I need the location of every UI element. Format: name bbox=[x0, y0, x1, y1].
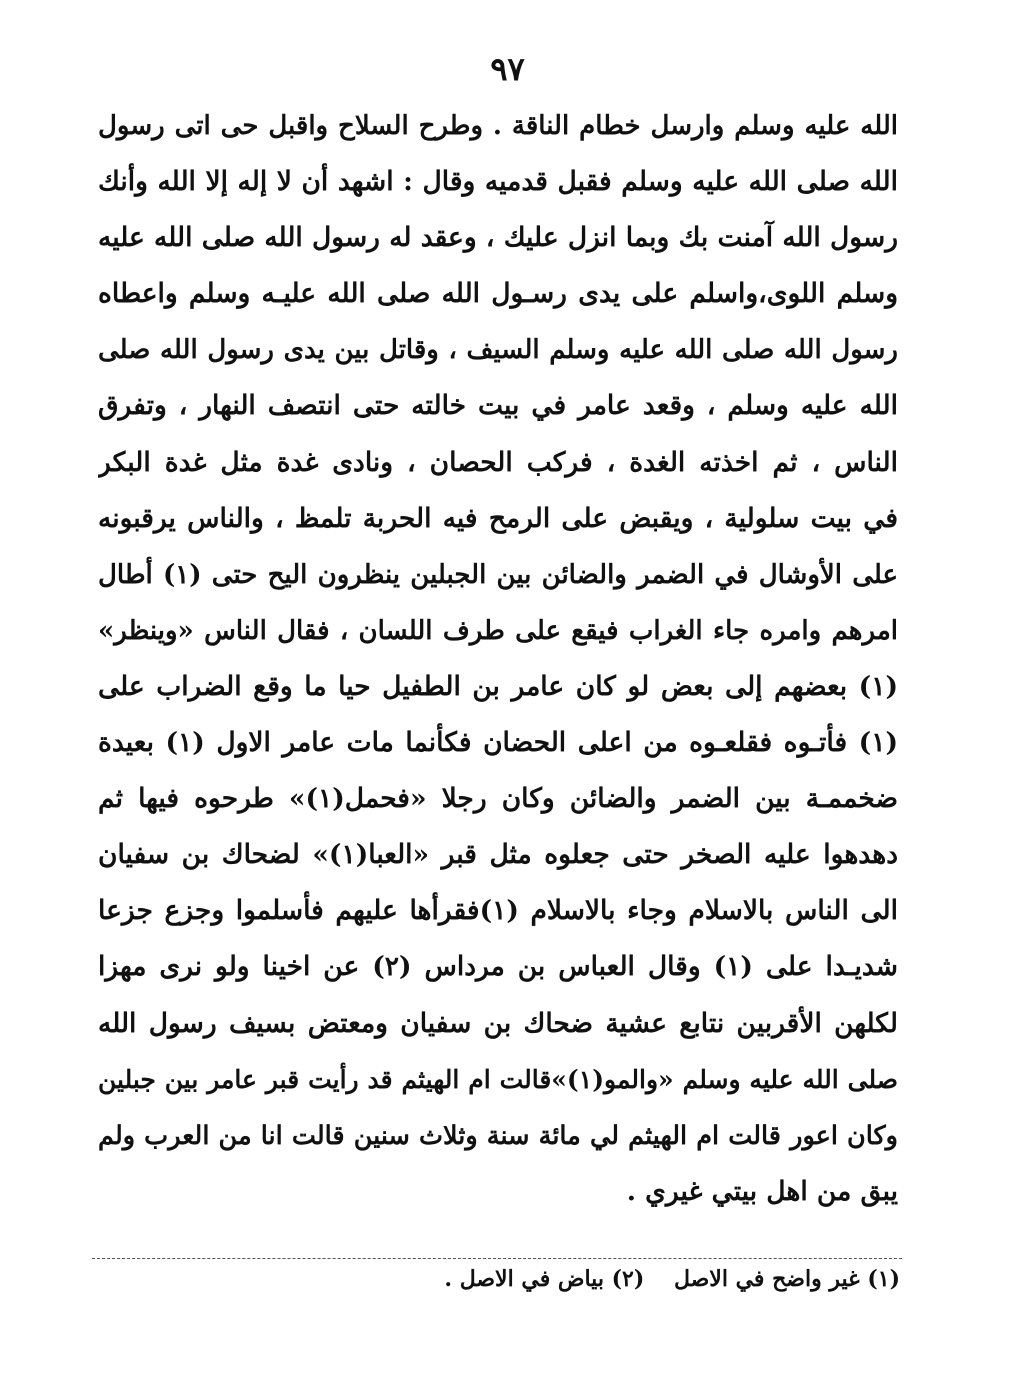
text-line: الناس ، ثم اخذته الغدة ، فركب الحصان ، ونادى غدة مثل غدة البكر bbox=[98, 446, 898, 478]
text-line: الله عليه وسلم ، وقعد عامر في بيت خالته حتى انتصف النهار ، وتفرق bbox=[98, 390, 898, 422]
text-line: الله صلى الله عليه وسلم فقبل قدميه وقال : اشهد أن لا إله إلا الله وأنك bbox=[98, 166, 898, 198]
text-line: (١) بعضهم إلى بعض لو كان عامر بن الطفيل حيا ما وقع الضراب على bbox=[98, 670, 898, 702]
footnote-divider bbox=[92, 1258, 902, 1259]
text-line: ضخممـة بين الضمر والضائن وكان رجلا «فحمل(١)» طرحوه فيها ثم bbox=[98, 783, 898, 815]
text-line: على الأوشال في الضمر والضائن بين الجبلين ينظرون اليح حتى (١) أطال bbox=[98, 559, 898, 590]
text-line: يبق من اهل بيتي غيري . bbox=[626, 1175, 898, 1207]
text-line: وكان اعور قالت ام الهيثم لي مائة سنة وثلاث سنين قالت انا من العرب ولم bbox=[98, 1120, 898, 1151]
text-line: صلى الله عليه وسلم «والمو(١)»قالت ام الهيثم قد رأيت قبر عامر بين جبلين bbox=[98, 1064, 898, 1094]
text-line: الله عليه وسلم وارسل خطام الناقة . وطرح السلاح واقبل حى اتى رسول bbox=[98, 111, 898, 141]
text-line: لكلهن الأقربين نتابع عشية ضحاك بن سفيان ومعتض بسيف رسول الله bbox=[98, 1007, 898, 1039]
text-line: رسول الله آمنت بك وبما انزل عليك ، وعقد له رسول الله صلى الله عليه bbox=[98, 222, 898, 254]
text-line: رسول الله صلى الله عليه وسلم السيف ، وقاتل بين يدى رسول الله صلى bbox=[98, 335, 898, 366]
footnote-1: (١) غير واضح في الاصل bbox=[673, 1266, 900, 1292]
text-line: دهدهوا عليه الصخر حتى جعلوه مثل قبر «العبا(١)» لضحاك بن سفيان bbox=[98, 839, 898, 871]
footnotes bbox=[100, 1266, 900, 1292]
text-line: في بيت سلولية ، ويقبض على الرمح فيه الحربة تلمظ ، والناس يرقبونه bbox=[98, 502, 898, 534]
text-line: شديـدا على (١) وقال العباس بن مرداس (٢) عن اخينا ولو نرى مهزا bbox=[98, 951, 898, 983]
body-text bbox=[98, 98, 898, 1220]
footnote-2: (٢) بياض في الاصل . bbox=[444, 1266, 645, 1292]
text-line: (١) فأتـوه فقلعـوه من اعلى الحضان فكأنما مات عامر الاول (١) بعيدة bbox=[98, 727, 898, 759]
page-number: ٩٧ bbox=[490, 50, 525, 88]
text-line: امرهم وامره جاء الغراب فيقع على طرف اللسان ، فقال الناس «وينظر» bbox=[98, 615, 898, 646]
text-line: الى الناس بالاسلام وجاء بالاسلام (١)فقرأها عليهم فأسلموا وجزع جزعا bbox=[98, 895, 898, 927]
text-line: وسلم اللوى،واسلم على يدى رسـول الله صلى الله عليـه وسلم واعطاه bbox=[98, 278, 898, 310]
